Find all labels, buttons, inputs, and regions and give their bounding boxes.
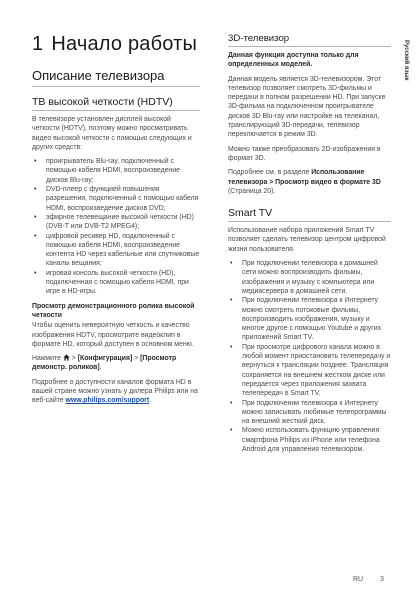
menu-configuration: [Конфигурация]: [77, 355, 133, 363]
footer-language: RU: [353, 576, 364, 583]
list-item: • При просмотре цифрового канала можно в любой момент приостановить телепередачу и вернуться к трансляции позднее. Трансляция сохраняется на внешнем жестком диске или передается через приложения захвата телепередач в Smart TV.: [228, 343, 391, 399]
chapter-name: Начало работы: [51, 33, 198, 55]
threed-title: 3D-телевизор: [228, 33, 391, 47]
smarttv-list: [228, 259, 391, 454]
page-number: 3: [380, 576, 384, 583]
list-item: • DVD-плеер с функцией повышения разрешения, подключенный с помощью кабеля HDMI, воспроизведение дисков DVD;: [32, 185, 200, 213]
hdtv-title: ТВ высокой четкости (HDTV): [32, 96, 200, 111]
hdtv-intro: В телевизоре установлен дисплей высокой четкости (HDTV), поэтому можно просматривать видео высокой четкости с помощью следующих и других средств:: [32, 116, 192, 151]
home-icon: [63, 354, 70, 361]
menu-demo-videos: [Просмотр демонстр. роликов]: [32, 355, 177, 372]
language-tab-label: Русский язык: [403, 40, 409, 81]
section-title: Описание телевизора: [32, 68, 200, 87]
list-item: • При подключении телевизора к домашней сети можно воспроизводить фильмы, изображения и музыку с компьютера или медиасервера в домашней сети.: [228, 259, 391, 296]
threed-p2: Можно также преобразовать 2D-изображения в формат 3D.: [228, 145, 381, 162]
demo-text: Чтобы оценить невероятную четкость и качество изображения HDTV, просмотрите видеоклип в формате HD, который доступен в основном меню.: [32, 322, 194, 348]
availability-text: Подробнее о доступности каналов формата HD в вашей стране можно узнать у дилера Philips или на веб-сайте www.philips.com/support.: [32, 378, 198, 405]
demo-heading: Просмотр демонстрационного ролика высокой четкости: [32, 302, 195, 319]
list-item: • эфирное телевещание высокой четкости (HD) (DVB-T или DVB-T2 MPEG4);: [32, 213, 200, 232]
threed-p3: Подробнее см. в разделе Использование телевизора > Просмотр видео в формате 3D (Страница 20).: [228, 169, 381, 195]
list-item: • проигрыватель Blu-ray, подключенный с помощью кабеля HDMI, воспроизведение дисков Blu-ray;: [32, 157, 200, 185]
smarttv-intro: Использование набора приложений Smart TV позволяет сделать телевизор центром цифровой жизни пользователя.: [228, 227, 386, 253]
language-tab: [400, 40, 412, 90]
smarttv-title: Smart TV: [228, 207, 391, 222]
threed-heading: Данная функция доступна только для определенных моделей.: [228, 52, 359, 69]
list-item: • Можно использовать функцию управления смартфона Philips из iPhone или телефона Android для управления телевизором.: [228, 426, 391, 454]
right-column: [228, 33, 391, 459]
list-item: • цифровой ресивер HD, подключенный с помощью кабеля HDMI, воспроизведение контента HD через кабельные или спутниковые каналы вещания;: [32, 232, 200, 269]
threed-p1: Данная модель является 3D-телевизором. Этот телевизор позволяет смотреть 3D-фильмы и передачи в полном разрешении HD. При запуске 3D-фильма на подключенном проигрывателе дисков 3D Blu-ray или настройке на телеканал, транслирующий 3D-передачи, телевизор переключается в режим 3D.: [228, 75, 386, 139]
demo-instruction: Нажмите > [Конфигурация] > [Просмотр демонстр. роликов].: [32, 355, 177, 372]
hdtv-list: [32, 157, 200, 296]
chapter-number: 1: [32, 33, 44, 55]
list-item: • При подключении телевизора к Интернету можно записывать любимые телепрограммы на внешний жесткий диск.: [228, 399, 391, 427]
philips-support-link[interactable]: www.philips.com/support: [65, 397, 150, 405]
chapter-title: [32, 33, 197, 56]
threed-reference[interactable]: Использование телевизора > Просмотр видео в формате 3D: [228, 169, 381, 186]
list-item: • игровая консоль высокой четкости (HD), подключенная с помощью кабеля HDMI, при игре в HD-игры.: [32, 269, 200, 297]
press-prefix: Нажмите: [32, 355, 61, 363]
list-item: • При подключении телевизора к Интернету можно смотреть потоковые фильмы, воспроизводить изображения, музыку и многое другое с помощью Youtube и других приложений Smart TV.: [228, 296, 391, 342]
left-column: [32, 96, 200, 411]
